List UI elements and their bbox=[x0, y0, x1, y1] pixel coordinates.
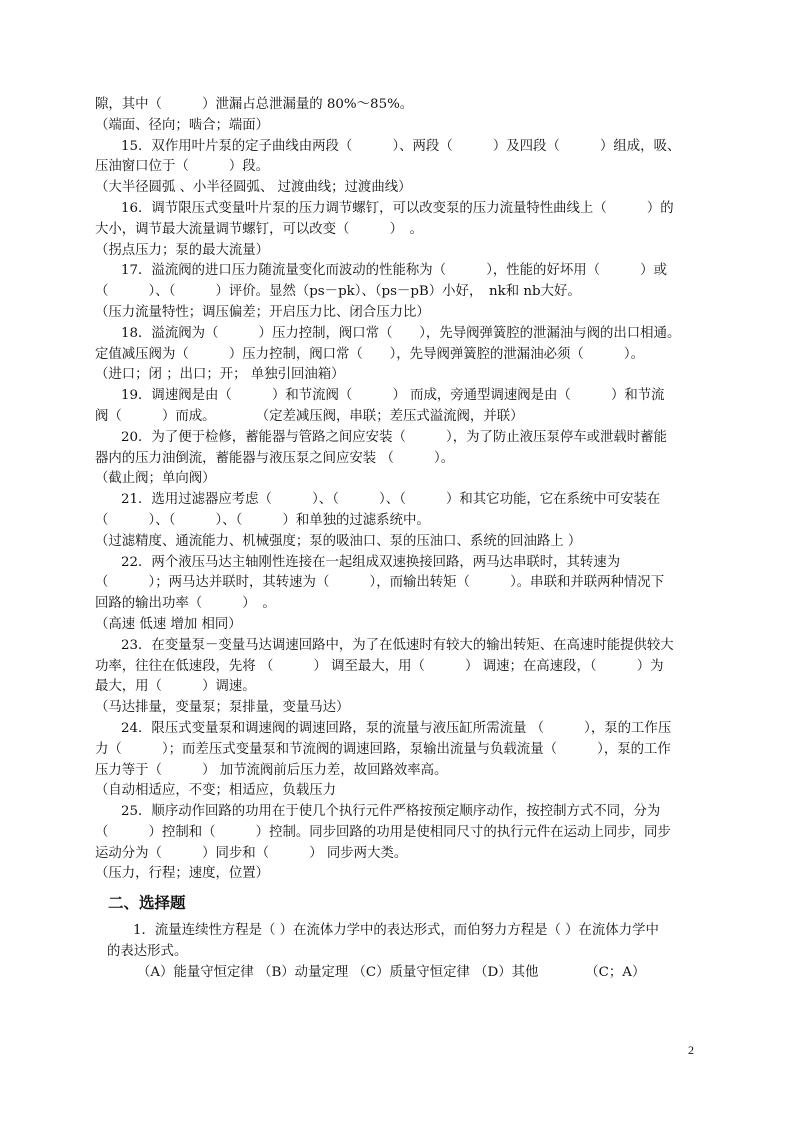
text-line: 压油窗口位于（ ）段。 bbox=[95, 159, 270, 175]
answer-line: （自动相适应，不变；相适应，负载压力 bbox=[95, 783, 337, 799]
section-title: 二、选择题 bbox=[108, 894, 186, 913]
page-content bbox=[95, 95, 700, 984]
answer-line: （过滤精度、通流能力、机械强度；泵的吸油口、泵的压油口、系统的回油路上 ） bbox=[95, 533, 582, 549]
answer-line: （拐点压力；泵的最大流量） bbox=[95, 242, 270, 258]
question-18: 18．溢流阀为（ ）压力控制，阀口常（ ），先导阀弹簧腔的泄漏油与阀的出口相通。 bbox=[121, 325, 681, 341]
answer-line: （压力，行程；速度，位置） bbox=[95, 866, 270, 882]
text-line: （ ）、（ ）、（ ）和单独的过滤系统中。 bbox=[95, 512, 430, 528]
text-line: （ ）、（ ）评价。显然（ps－pk）、（ps－pB）小好， nk和 nb大好。 bbox=[95, 284, 581, 300]
question-16: 16．调节限压式变量叶片泵的压力调节螺钉，可以改变泵的压力流量特性曲线上（ ）的 bbox=[121, 200, 674, 216]
question-23: 23．在变量泵－变量马达调速回路中，为了在低速时有较大的输出转矩、在高速时能提供较大 bbox=[121, 637, 674, 653]
text-line: （ ）控制和（ ）控制。同步回路的功用是使相同尺寸的执行元件在运动上同步，同步 bbox=[95, 824, 671, 840]
question-15: 15．双作用叶片泵的定子曲线由两段（ ）、两段（ ）及四段（ ）组成，吸、 bbox=[121, 138, 681, 154]
text-line: 大小，调节最大流量调节螺钉，可以改变（ ） 。 bbox=[95, 221, 424, 237]
choice-options: （A）能量守恒定律 （B）动量定理 （C）质量守恒定律 （D）其他 （C；A） bbox=[137, 964, 646, 980]
question-20: 20．为了便于检修，蓄能器与管路之间应安装（ ），为了防止液压泵停车或泄载时蓄能 bbox=[121, 429, 667, 445]
text-line: 运动分为（ ）同步和（ ） 同步两大类。 bbox=[95, 845, 408, 861]
text-line: 最大，用（ ）调速。 bbox=[95, 679, 256, 695]
answer-line: （端面、径向；啮合；端面） bbox=[95, 117, 270, 133]
question-22: 22．两个液压马达主轴刚性连接在一起组成双速换接回路，两马达串联时，其转速为 bbox=[121, 554, 621, 570]
answer-line: （进口；闭 ；出口；开； 单独引回油箱） bbox=[95, 367, 345, 383]
question-25: 25．顺序动作回路的功用在于使几个执行元件严格按预定顺序动作，按控制方式不同，分为 bbox=[121, 804, 661, 820]
text-line: 器内的压力油倒流，蓄能器与液压泵之间应安装 （ ）。 bbox=[95, 450, 455, 466]
answer-line: （大半径圆弧 、小半径圆弧、 过渡曲线；过渡曲线） bbox=[95, 180, 412, 196]
question-24: 24．限压式变量泵和调速阀的调速回路，泵的流量与液压缸所需流量 （ ），泵的工作压 bbox=[121, 720, 672, 736]
text-line: 阀（ ）而成。 （定差减压阀，串联；差压式溢流阀，并联） bbox=[95, 408, 524, 424]
text-line: 力（ ）；而差压式变量泵和节流阀的调速回路，泵输出流量与负载流量（ ），泵的工作 bbox=[95, 741, 671, 757]
text-line: （ ）；两马达并联时，其转速为（ ），而输出转矩（ ）。串联和并联两种情况下 bbox=[95, 575, 665, 591]
question-19: 19．调速阀是由（ ）和节流阀（ ） 而成，旁通型调速阀是由（ ）和节流 bbox=[121, 388, 665, 404]
text-line: 回路的输出功率（ ） 。 bbox=[95, 596, 276, 612]
text-line: 功率，往往在低速段，先将 （ ） 调至最大，用（ ） 调速；在高速段，（ ）为 bbox=[95, 658, 664, 674]
answer-line: （马达排量，变量泵；泵排量，变量马达） bbox=[95, 700, 350, 716]
text-line: 隙，其中（ ）泄漏占总泄漏量的 80%～85%。 bbox=[95, 97, 414, 112]
text-line: 的表达形式。 bbox=[107, 944, 188, 960]
choice-question-1: 1．流量连续性方程是（ ）在流体力学中的表达形式，而伯努力方程是（ ）在流体力学中 bbox=[133, 923, 659, 939]
text-line: 压力等于（ ） 加节流阀前后压力差，故回路效率高。 bbox=[95, 762, 448, 778]
answer-line: （高速 低速 增加 相同） bbox=[95, 616, 242, 632]
answer-line: （截止阀；单向阀） bbox=[95, 471, 216, 487]
text-line: 定值减压阀为（ ）压力控制，阀口常（ ），先导阀弹簧腔的泄漏油必须（ ）。 bbox=[95, 346, 645, 362]
question-17: 17．溢流阀的进口压力随流量变化而波动的性能称为（ ），性能的好坏用（ ）或 bbox=[121, 263, 667, 279]
answer-line: （压力流量特性；调压偏差；开启压力比、闭合压力比） bbox=[95, 304, 430, 320]
question-21: 21．选用过滤器应考虑（ ）、（ ）、（ ）和其它功能，它在系统中可安装在 bbox=[121, 492, 661, 508]
page-number: 2 bbox=[688, 1043, 694, 1057]
